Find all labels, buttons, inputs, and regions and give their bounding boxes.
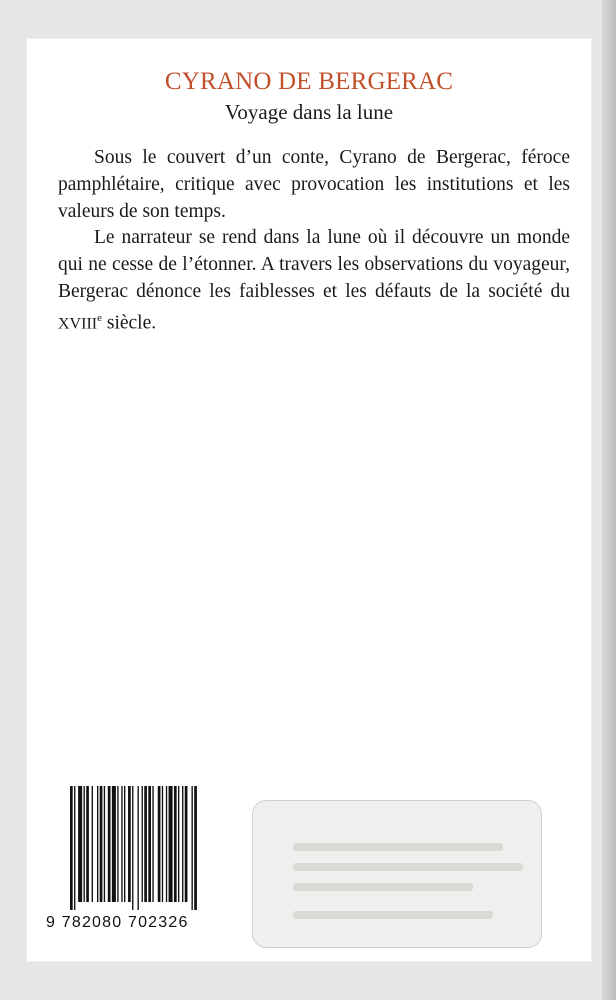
book-spine [602, 0, 616, 1000]
barcode-bar [169, 786, 173, 902]
barcode-bars [70, 786, 238, 910]
barcode-bar [192, 786, 193, 910]
barcode-bar [152, 786, 153, 902]
barcode-bar [148, 786, 151, 902]
barcode-bar [166, 786, 167, 902]
barcode-bar [142, 786, 143, 902]
barcode-bar [124, 786, 125, 902]
barcode-bar [92, 786, 93, 902]
barcode-bar [194, 786, 197, 910]
barcode-bar [138, 786, 139, 910]
sticker-faded-line [293, 843, 503, 851]
barcode-bar [74, 786, 75, 910]
barcode-bar [117, 786, 118, 902]
blurb-paragraph-1: Sous le couvert d’un conte, Cyrano de Bergerac, féroce pamphlétaire, critique avec provocation les institutions et les valeurs de son temps. [58, 147, 570, 222]
sticker-faded-line [293, 883, 473, 891]
barcode-bar [78, 786, 82, 902]
author-name: CYRANO DE BERGERAC [164, 68, 454, 95]
barcode-bar [112, 786, 116, 902]
barcode-bar [178, 786, 179, 902]
barcode-bar [86, 786, 89, 902]
barcode-bar [182, 786, 183, 902]
book-title: Voyage dans la lune [224, 100, 394, 124]
barcode-bar [132, 786, 133, 910]
barcode-bar [104, 786, 105, 902]
barcode-bar [174, 786, 177, 902]
barcode-bar [128, 786, 131, 902]
barcode-bar [121, 786, 122, 902]
barcode-bar [84, 786, 85, 902]
barcode-bar [100, 786, 103, 902]
sticker-faded-line [293, 911, 493, 919]
barcode-bar [108, 786, 111, 902]
blurb-paragraph-2 [58, 224, 570, 338]
blurb-paragraph-2-end: siècle. [101, 312, 157, 334]
barcode-bar [185, 786, 188, 902]
barcode-bar [158, 786, 161, 902]
barcode-bar [144, 786, 147, 902]
sticker-faded-line [293, 863, 523, 871]
century-suffix: e [97, 312, 102, 324]
barcode-bar [97, 786, 98, 902]
price-sticker [252, 800, 542, 948]
barcode-bar [70, 786, 73, 910]
barcode-digits: 9 782080 702326 [46, 914, 189, 931]
blurb-paragraph-2-text: Le narrateur se rend dans la lune où il découvre un monde qui ne cesse de l’étonner. A travers les observations du voyageur, Bergerac dénonce les faiblesses et les défauts de la société du [58, 227, 570, 302]
century-roman: XVIII [58, 315, 98, 333]
barcode-bar [162, 786, 163, 902]
barcode [40, 748, 238, 948]
